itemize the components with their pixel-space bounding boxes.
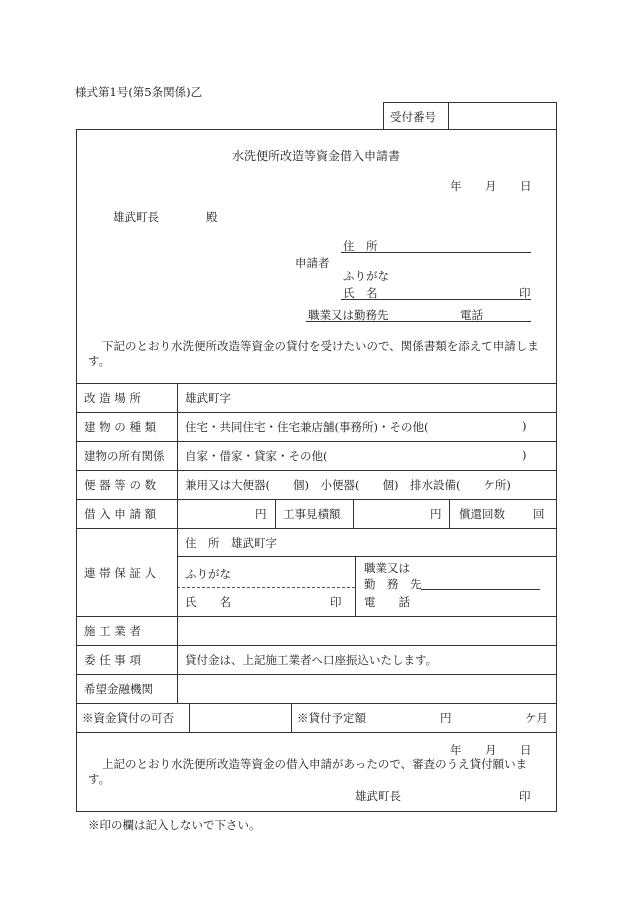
contractor-field[interactable] [178, 617, 556, 644]
footer-seal: 印 [519, 789, 531, 803]
applicant-name-label: 氏 名 [343, 286, 378, 300]
guarantor-name-label: 氏 名 [185, 595, 231, 609]
date-field[interactable] [420, 175, 530, 193]
schedule-label: ※貸付予定額 [297, 711, 366, 725]
guarantor-furigana: ふりがな [185, 567, 231, 581]
repay-label: 償還回数 [459, 507, 505, 521]
loan-label: 借 入 申 請 額 [84, 507, 157, 521]
form-code: 様式第1号(第5条関係)乙 [75, 85, 203, 99]
guarantor-name-field[interactable] [230, 558, 325, 615]
applicant-furigana-label: ふりがな [343, 269, 389, 283]
guarantor-work-label-2: 勤 務 先 [364, 577, 422, 591]
repay-count-field[interactable] [505, 500, 531, 527]
loan-amount-field[interactable] [178, 500, 253, 527]
approval-label: ※資金貸付の可否 [82, 711, 174, 725]
applicant-phone-field[interactable] [487, 305, 531, 321]
addressee-name: 雄武町長 [113, 210, 159, 224]
schedule-amount-field[interactable] [375, 704, 437, 731]
building-type-close: ) [522, 419, 527, 433]
guarantor-address-field[interactable] [290, 530, 555, 555]
guarantor-address: 住 所 雄武町字 [185, 536, 277, 550]
form-title: 水洗便所改造等資金借入申請書 [232, 149, 401, 163]
bank-label: 希望金融機関 [84, 682, 153, 696]
ownership-value: 自家・借家・貸家・その他( [185, 449, 328, 463]
date-year: 年 [450, 179, 462, 193]
ownership-close: ) [522, 448, 527, 462]
intro-text: 下記のとおり水洗便所改造等資金の貸付を受けたいので、関係書類を添えて申請します。 [88, 339, 539, 368]
estimate-field[interactable] [354, 500, 429, 527]
estimate-unit: 円 [430, 507, 442, 521]
date-month: 月 [485, 179, 497, 193]
approval-field[interactable] [190, 704, 290, 731]
footer-mayor: 雄武町長 [355, 789, 401, 803]
receipt-label: 受付番号 [390, 110, 436, 124]
applicant-phone-label: 電話 [460, 308, 483, 322]
fixtures-value: 兼用又は大便器( 個) 小便器( 個) 排水設備( ケ所) [185, 478, 511, 492]
guarantor-phone-field[interactable] [421, 592, 540, 612]
applicant-name-field[interactable] [395, 266, 515, 299]
building-type-other-field[interactable] [445, 414, 520, 440]
receipt-number-field[interactable] [449, 103, 556, 129]
repay-unit: 回 [533, 507, 545, 521]
footer-month: 月 [485, 743, 497, 757]
delegation-value: 貸付金は、上記施工業者へ口座振込いたします。 [185, 653, 438, 667]
guarantor-phone-label: 電 話 [364, 595, 410, 609]
date-day: 日 [520, 179, 532, 193]
bank-field[interactable] [178, 675, 556, 702]
footer-text: 上記のとおり水洗便所改造等資金の借入申請があったので、審査のうえ貸付願います。 [88, 757, 528, 786]
ownership-other-field[interactable] [340, 443, 520, 469]
site-field[interactable] [240, 385, 555, 411]
fixtures-label: 便 器 等 の 数 [84, 478, 157, 492]
applicant-work-label: 職業又は勤務先 [308, 308, 389, 322]
schedule-yen: 円 [440, 711, 452, 725]
guarantor-label: 連 帯 保 証 人 [84, 566, 157, 580]
site-label: 改 造 場 所 [84, 391, 141, 405]
building-type-value: 住宅・共同住宅・住宅兼店舗(事務所)・その他( [185, 420, 429, 434]
delegation-label: 委 任 事 項 [84, 653, 141, 667]
building-type-label: 建 物 の 種 類 [84, 420, 157, 434]
applicant-address-field[interactable] [395, 236, 531, 252]
guarantor-work-label-1: 職業又は [364, 561, 410, 575]
applicant-work-field[interactable] [396, 305, 458, 321]
site-value: 雄武町字 [185, 391, 231, 405]
applicant-label: 申請者 [295, 256, 330, 270]
contractor-label: 施 工 業 者 [84, 624, 141, 638]
footer-year: 年 [450, 743, 462, 757]
applicant-seal: 印 [519, 286, 531, 300]
loan-unit: 円 [255, 507, 267, 521]
schedule-months: ケ月 [525, 711, 548, 725]
applicant-address-label: 住 所 [343, 239, 378, 253]
addressee-honorific: 殿 [206, 210, 218, 224]
schedule-months-field[interactable] [475, 704, 523, 731]
guarantor-work-field[interactable] [421, 572, 540, 589]
note: ※印の欄は記入しないで下さい。 [88, 818, 261, 832]
footer-day: 日 [520, 743, 532, 757]
estimate-label: 工事見積額 [283, 507, 341, 521]
guarantor-seal: 印 [330, 595, 342, 609]
ownership-label: 建物の所有関係 [84, 449, 165, 463]
